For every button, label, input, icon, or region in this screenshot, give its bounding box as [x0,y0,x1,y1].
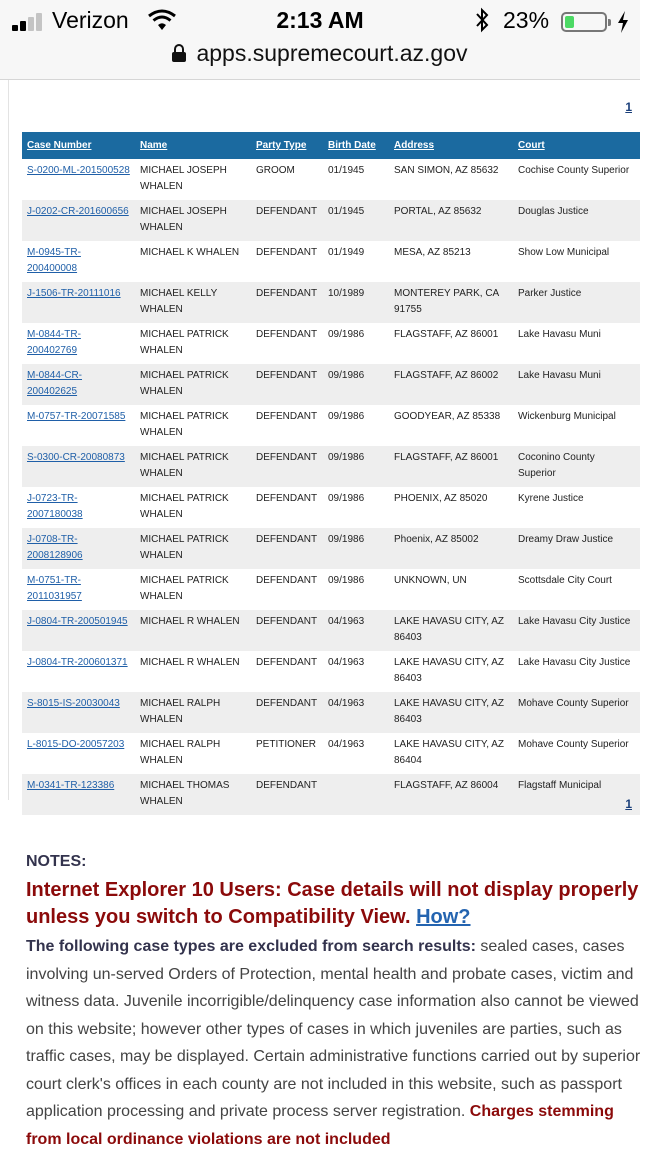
pagination-page-1-top[interactable]: 1 [625,100,632,114]
cell-name: MICHAEL RALPH WHALEN [140,739,221,766]
status-bar [0,6,640,36]
how-link[interactable]: How? [416,906,471,928]
table-row [22,774,640,815]
cell-birth-date: 04/1963 [328,739,365,750]
cell-address: MONTEREY PARK, CA 91755 [389,282,513,323]
excluded-text: sealed cases, cases involving un-served Orders of Protection, mental health and probate cases, victim and witness data. Juvenile incorrigible/delinquency case information also cannot be viewed on this website; however other types of cases in which juveniles are parties, such as traffic cases, may be displayed. Certain administrative functions carried out by superior court clerk's offices in each county are not included in this website, such as passport application processing and private process server registration. [26,938,641,1120]
cell-name: MICHAEL PATRICK WHALEN [140,329,229,356]
case-number-link[interactable]: S-0300-CR-20080873 [27,452,125,463]
cell-court: Lake Havasu Muni [513,364,640,405]
cell-birth-date: 01/1945 [328,165,365,176]
cell-party-type: DEFENDANT [251,692,323,733]
cell-party-type: DEFENDANT [251,446,323,487]
cell-name: MICHAEL R WHALEN [140,657,240,668]
table-row [22,323,640,364]
header-party-type[interactable]: Party Type [251,132,323,159]
cell-birth-date: 04/1963 [323,692,389,733]
case-number-link[interactable]: J-0804-TR-200501945 [27,616,128,627]
case-number-link[interactable]: M-0844-CR-200402625 [27,370,83,397]
cell-address: MESA, AZ 85213 [394,247,471,258]
cell-case-number[interactable] [22,569,135,610]
cell-party-type: DEFENDANT [256,493,318,504]
table-row [22,405,640,446]
cell-birth-date: 09/1986 [323,446,389,487]
header-court[interactable]: Court [513,132,640,159]
cell-case-number[interactable] [22,733,135,774]
cell-birth-date: 09/1986 [323,528,389,569]
notes-section [26,853,640,1153]
table-row [22,610,640,651]
carrier-name: Verizon [52,7,129,33]
cell-address: PORTAL, AZ 85632 [389,200,513,241]
cell-birth-date: 04/1963 [328,657,365,668]
cell-court: Show Low Municipal [518,247,610,258]
case-number-link[interactable]: J-0804-TR-200601371 [27,657,128,668]
table-row [22,651,640,692]
cell-court: Flagstaff Municipal [513,774,640,815]
cell-address: PHOENIX, AZ 85020 [394,493,488,504]
cell-court: Dreamy Draw Justice [513,528,640,569]
cell-party-type: DEFENDANT [251,774,323,815]
table-row [22,241,640,282]
cell-case-number[interactable] [22,692,135,733]
cell-party-type: DEFENDANT [251,364,323,405]
cell-court: Lake Havasu Muni [518,329,601,340]
case-number-link[interactable]: L-8015-DO-20057203 [27,739,125,750]
case-number-link[interactable]: S-8015-IS-20030043 [27,698,120,709]
url-text[interactable]: apps.supremecourt.az.gov [196,40,468,66]
cell-address: Phoenix, AZ 85002 [389,528,513,569]
cell-case-number[interactable] [22,405,135,446]
cell-name: MICHAEL PATRICK WHALEN [135,446,251,487]
cell-address: LAKE HAVASU CITY, AZ 86403 [389,610,513,651]
cell-address: LAKE HAVASU CITY, AZ 86403 [389,692,513,733]
cell-party-type: GROOM [256,165,295,176]
cell-address: FLAGSTAFF, AZ 86001 [394,329,499,340]
case-number-link[interactable]: M-0945-TR-200400008 [27,247,81,274]
case-number-link[interactable]: M-0757-TR-20071585 [27,411,126,422]
table-row [22,159,640,200]
table-row [22,282,640,323]
cell-case-number[interactable] [22,364,135,405]
pagination-page-1-bottom[interactable]: 1 [625,797,632,811]
ie-warning-text: Internet Explorer 10 Users: Case details will not display properly unless you switch to Compatibility View. [26,879,639,928]
cell-birth-date: 01/1949 [328,247,365,258]
cell-birth-date: 09/1986 [328,411,365,422]
cell-birth-date [323,774,389,815]
browser-chrome [0,0,640,80]
case-number-link[interactable]: M-0341-TR-123386 [27,780,115,791]
cell-party-type: DEFENDANT [251,282,323,323]
cell-party-type: DEFENDANT [251,200,323,241]
cell-party-type: DEFENDANT [251,610,323,651]
cell-court: Scottsdale City Court [518,575,612,586]
cell-court: Wickenburg Municipal [518,411,616,422]
battery-icon [561,12,607,32]
cell-address: LAKE HAVASU CITY, AZ 86403 [394,657,505,684]
notes-heading: NOTES: [26,853,87,870]
cell-birth-date: 09/1986 [328,493,365,504]
case-number-link[interactable]: J-0723-TR-2007180038 [27,493,83,520]
header-case-number[interactable]: Case Number [22,132,135,159]
cell-name: MICHAEL THOMAS WHALEN [135,774,251,815]
cell-address: FLAGSTAFF, AZ 86001 [389,446,513,487]
battery-percent: 23% [503,7,550,33]
table-row [22,446,640,487]
cell-address: FLAGSTAFF, AZ 86002 [389,364,513,405]
cell-court: Douglas Justice [513,200,640,241]
table-row [22,364,640,405]
cell-address: LAKE HAVASU CITY, AZ 86404 [394,739,505,766]
case-number-link[interactable]: M-0751-TR-2011031957 [27,575,82,602]
cell-court: Kyrene Justice [518,493,584,504]
cell-court: Cochise County Superior [518,165,630,176]
table-row [22,569,640,610]
cell-birth-date: 04/1963 [323,610,389,651]
case-number-link[interactable]: J-0708-TR-2008128906 [27,534,83,561]
table-row [22,692,640,733]
cell-case-number[interactable] [22,487,135,528]
cell-name: MICHAEL PATRICK WHALEN [140,575,229,602]
cell-case-number[interactable] [22,446,135,487]
cell-birth-date: 09/1986 [328,575,365,586]
lock-icon [172,44,186,62]
header-address[interactable]: Address [389,132,513,159]
header-birth-date[interactable]: Birth Date [323,132,389,159]
charging-icon [616,10,630,34]
cell-court: Parker Justice [513,282,640,323]
cell-address: UNKNOWN, UN [394,575,467,586]
cell-party-type: DEFENDANT [256,411,318,422]
cell-court: Mohave County Superior [518,739,629,750]
cell-birth-date: 09/1986 [328,329,365,340]
cell-party-type: DEFENDANT [256,657,318,668]
cell-party-type: DEFENDANT [256,575,318,586]
cell-name: MICHAEL RALPH WHALEN [135,692,251,733]
cell-party-type: DEFENDANT [256,329,318,340]
cell-name: MICHAEL K WHALEN [140,247,240,258]
case-number-link[interactable]: M-0844-TR-200402769 [27,329,81,356]
cell-case-number[interactable] [22,323,135,364]
cell-party-type: DEFENDANT [251,528,323,569]
page-divider [8,80,9,800]
cell-case-number[interactable] [22,528,135,569]
cell-case-number[interactable] [22,200,135,241]
cell-party-type: PETITIONER [256,739,317,750]
cell-name: MICHAEL PATRICK WHALEN [140,411,229,438]
case-number-link[interactable]: J-0202-CR-201600656 [27,206,129,217]
table-row [22,200,640,241]
cell-case-number[interactable] [22,241,135,282]
cell-name: MICHAEL R WHALEN [135,610,251,651]
cell-name: MICHAEL PATRICK WHALEN [140,493,229,520]
case-results-table [22,132,640,815]
cell-name: MICHAEL JOSEPH WHALEN [135,200,251,241]
excluded-cases-note [26,933,646,1153]
header-name[interactable]: Name [135,132,251,159]
cell-case-number[interactable] [22,159,135,200]
table-header-row [22,132,640,159]
table-row [22,487,640,528]
table-row [22,733,640,774]
cell-court: Mohave County Superior [513,692,640,733]
table-row [22,528,640,569]
address-bar[interactable] [0,40,640,70]
charges-text: Charges stemming from local ordinance violations are not included [26,1103,614,1148]
cell-court: Lake Havasu City Justice [518,657,631,668]
cell-name: MICHAEL PATRICK WHALEN [135,364,251,405]
cell-case-number[interactable] [22,610,135,651]
bluetooth-icon [474,7,490,33]
cell-party-type: DEFENDANT [256,247,318,258]
case-number-link[interactable]: J-1506-TR-20111016 [27,288,121,299]
ie-warning [26,877,640,931]
excluded-lead: The following case types are excluded from search results: [26,938,476,955]
cell-name: MICHAEL JOSEPH WHALEN [140,165,227,192]
cell-case-number[interactable] [22,282,135,323]
case-number-link[interactable]: S-0200-ML-201500528 [27,165,130,176]
cell-address: GOODYEAR, AZ 85338 [394,411,501,422]
cell-birth-date: 10/1989 [323,282,389,323]
cell-case-number[interactable] [22,651,135,692]
cell-address: FLAGSTAFF, AZ 86004 [389,774,513,815]
cell-name: MICHAEL KELLY WHALEN [135,282,251,323]
cell-address: SAN SIMON, AZ 85632 [394,165,499,176]
cell-court: Coconino County Superior [513,446,640,487]
cell-court: Lake Havasu City Justice [513,610,640,651]
cell-birth-date: 09/1986 [323,364,389,405]
clock: 2:13 AM [276,7,364,33]
cell-birth-date: 01/1945 [323,200,389,241]
cell-case-number[interactable] [22,774,135,815]
cell-name: MICHAEL PATRICK WHALEN [135,528,251,569]
